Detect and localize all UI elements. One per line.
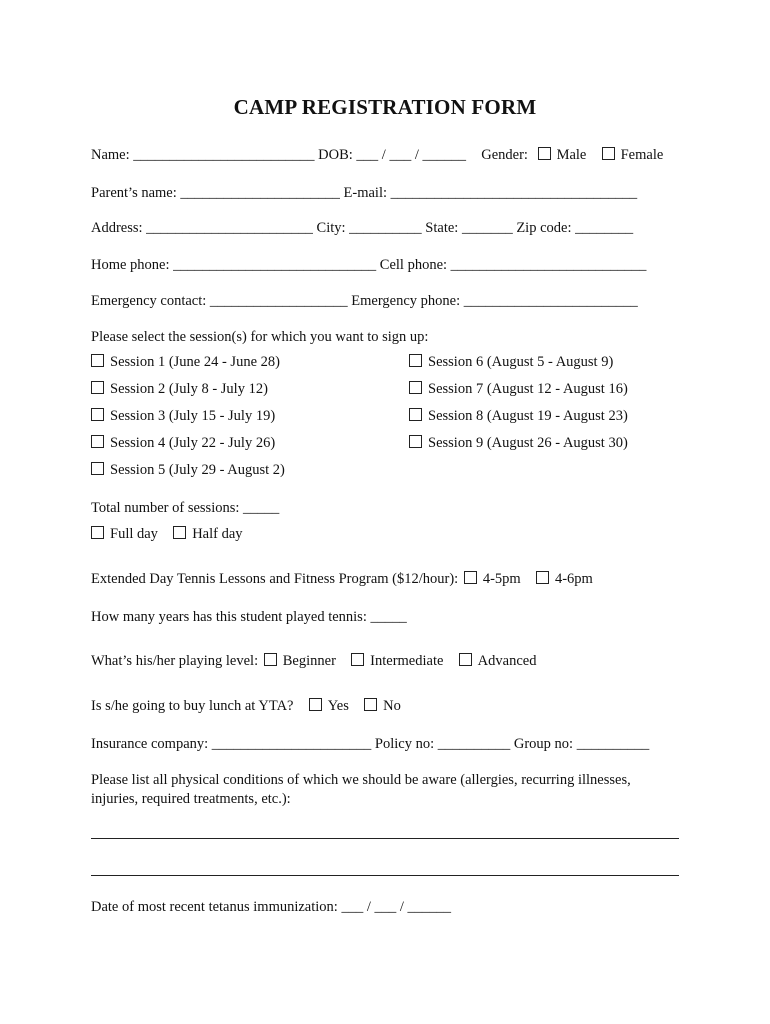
session-9-label: Session 9 (August 26 - August 30) [428,435,628,451]
conditions-prompt-line-1: Please list all physical conditions of which we should be aware (allergies, recurring illnesses, [91,772,631,788]
male-checkbox[interactable] [538,147,551,160]
lunch-yes-label: Yes [327,698,349,714]
tetanus-date-line[interactable]: Date of most recent tetanus immunization: ___ / ___ / ______ [91,899,452,915]
extended-day-label: Extended Day Tennis Lessons and Fitness Program ($12/hour): [91,571,459,587]
day-options [91,525,243,543]
name-dob-label: Name: _________________________ DOB: ___ / ___ / ______ [91,147,466,163]
female-checkbox[interactable] [602,147,615,160]
insurance-line[interactable]: Insurance company: ______________________ Policy no: __________ Group no: __________ [91,736,650,752]
session-7-checkbox[interactable] [409,381,422,394]
session-1-checkbox[interactable] [91,354,104,367]
conditions-answer-line-2[interactable] [91,875,679,876]
form-title: CAMP REGISTRATION FORM [233,95,537,119]
half-day-checkbox[interactable] [173,526,186,539]
conditions-answer-line-1[interactable] [91,838,679,839]
session-5-label: Session 5 (July 29 - August 2) [110,462,285,478]
half-day-label: Half day [192,526,243,542]
male-label: Male [556,147,587,163]
session-3-label: Session 3 (July 15 - July 19) [110,408,276,424]
lunch-no-label: No [383,698,401,714]
lunch-yes-checkbox[interactable] [309,698,322,711]
line-address[interactable]: Address: _______________________ City: __________ State: _______ Zip code: ________ [91,220,634,236]
playing-level-line [91,652,536,670]
session-4-label: Session 4 (July 22 - July 26) [110,435,276,451]
beginner-label: Beginner [282,653,336,669]
years-played[interactable]: How many years has this student played tennis: _____ [91,609,407,625]
4-5pm-checkbox[interactable] [464,571,477,584]
session-2-label: Session 2 (July 8 - July 12) [110,381,268,397]
line-parent-email[interactable]: Parent’s name: ______________________ E-mail: __________________________________ [91,185,638,201]
session-4-checkbox[interactable] [91,435,104,448]
playing-level-label: What’s his/her playing level: [91,653,259,669]
female-label: Female [620,147,664,163]
intermediate-checkbox[interactable] [351,653,364,666]
conditions-prompt-line-2: injuries, required treatments, etc.): [91,791,291,807]
session-8 [409,407,628,425]
session-8-label: Session 8 (August 19 - August 23) [428,408,628,424]
gender-label: Gender: [481,147,528,163]
advanced-label: Advanced [477,653,537,669]
session-9 [409,434,628,452]
advanced-checkbox[interactable] [459,653,472,666]
extended-day-line [91,570,593,588]
line-name-dob-gender [91,146,663,164]
session-5 [91,461,285,479]
session-1-label: Session 1 (June 24 - June 28) [110,354,280,370]
lunch-label: Is s/he going to buy lunch at YTA? [91,698,294,714]
session-3 [91,407,275,425]
session-7-label: Session 7 (August 12 - August 16) [428,381,628,397]
4-5pm-label: 4-5pm [482,571,521,587]
full-day-label: Full day [110,526,158,542]
total-sessions[interactable]: Total number of sessions: _____ [91,500,280,516]
intermediate-label: Intermediate [370,653,444,669]
4-6pm-checkbox[interactable] [536,571,549,584]
session-5-checkbox[interactable] [91,462,104,475]
session-1 [91,353,280,371]
line-emergency[interactable]: Emergency contact: ___________________ Emergency phone: ________________________ [91,293,638,309]
session-9-checkbox[interactable] [409,435,422,448]
session-2-checkbox[interactable] [91,381,104,394]
beginner-checkbox[interactable] [264,653,277,666]
session-7 [409,380,628,398]
session-3-checkbox[interactable] [91,408,104,421]
session-6-label: Session 6 (August 5 - August 9) [428,354,614,370]
line-phones[interactable]: Home phone: ____________________________ Cell phone: ___________________________ [91,257,647,273]
session-4 [91,434,275,452]
session-8-checkbox[interactable] [409,408,422,421]
session-2 [91,380,268,398]
full-day-checkbox[interactable] [91,526,104,539]
lunch-line [91,697,401,715]
lunch-no-checkbox[interactable] [364,698,377,711]
session-6 [409,353,613,371]
session-6-checkbox[interactable] [409,354,422,367]
sessions-prompt: Please select the session(s) for which you want to sign up: [91,329,429,345]
4-6pm-label: 4-6pm [554,571,593,587]
